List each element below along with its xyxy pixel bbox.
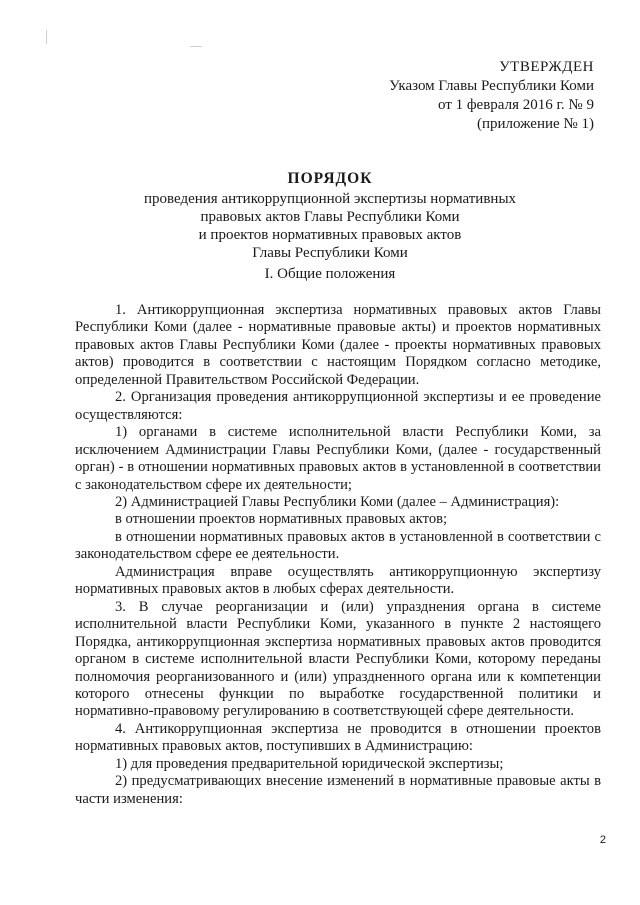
paragraph: 1) для проведения предварительной юридической экспертизы; [115, 755, 504, 772]
approval-date: от 1 февраля 2016 г. № 9 [437, 97, 594, 113]
page-number: 2 [599, 834, 606, 846]
paragraph: 2. Организация проведения антикоррупционной экспертизы и ее проведение осуществляются: [75, 389, 601, 423]
paragraph: 1. Антикоррупционная экспертиза нормативных правовых актов Главы Республики Коми (далее - нормативные правовые акты) и проектов нормативных правовых актов Главы Республики Коми (далее - проекты нормативных правовых актов) проводится в соответствии с настоящим Порядком согласно методике, определенной Правительством Российской Федерации. [75, 302, 601, 388]
document-subtitle-line: и проектов нормативных правовых актов [198, 227, 462, 243]
paragraph: 2) Администрацией Главы Республики Коми (далее – Администрация): [115, 493, 560, 510]
approval-title: УТВЕРЖДЕН [499, 59, 594, 75]
document-subtitle-line: проведения антикоррупционной экспертизы нормативных [143, 191, 517, 207]
document-body [75, 302, 601, 808]
paragraph: в отношении нормативных правовых актов в установленной в соответствии с законодательством сфере ее деятельности. [75, 528, 601, 563]
paragraph: 4. Антикоррупционная экспертиза не проводится в отношении проектов нормативных правовых актов, поступивших в Администрацию: [75, 720, 601, 755]
scan-artifact [46, 30, 47, 44]
scan-artifact [190, 46, 202, 47]
document-heading [0, 170, 640, 262]
paragraph: 3. В случае реорганизации и (или) упразднения органа в системе исполнительной власти Республики Коми, указанного в пункте 2 настоящего Порядка, антикоррупционная экспертиза нормативных правовых актов проводится органом в системе исполнительной власти Республики Коми, которому переданы полномочия реорганизованного и (или) упраздненного органа или к компетенции которого отнесены функции по выработке государственной политики и нормативно-правовому регулированию в соответствующей сфере деятельности. [75, 598, 601, 720]
paragraph: в отношении проектов нормативных правовых актов; [115, 511, 448, 528]
approval-appendix: (приложение № 1) [476, 116, 594, 132]
paragraph: 2) предусматривающих внесение изменений в нормативные правовые акты в части изменения: [75, 773, 601, 807]
paragraph: Администрация вправе осуществлять антикоррупционную экспертизу нормативных правовых актов в любых сферах деятельности. [75, 563, 601, 598]
document-subtitle-line: правовых актов Главы Республики Коми [200, 209, 460, 225]
section-title: I. Общие положения [264, 266, 396, 282]
paragraph: 1) органами в системе исполнительной власти Республики Коми, за исключением Администрации Главы Республики Коми, (далее - государственный орган) - в отношении нормативных правовых актов в установленной в соответствии с законодательством сфере их деятельности; [75, 424, 601, 493]
approval-stamp [334, 58, 594, 134]
document-subtitle-line: Главы Республики Коми [252, 245, 408, 261]
document-title: ПОРЯДОК [287, 170, 373, 187]
approval-decree: Указом Главы Республики Коми [389, 78, 594, 94]
